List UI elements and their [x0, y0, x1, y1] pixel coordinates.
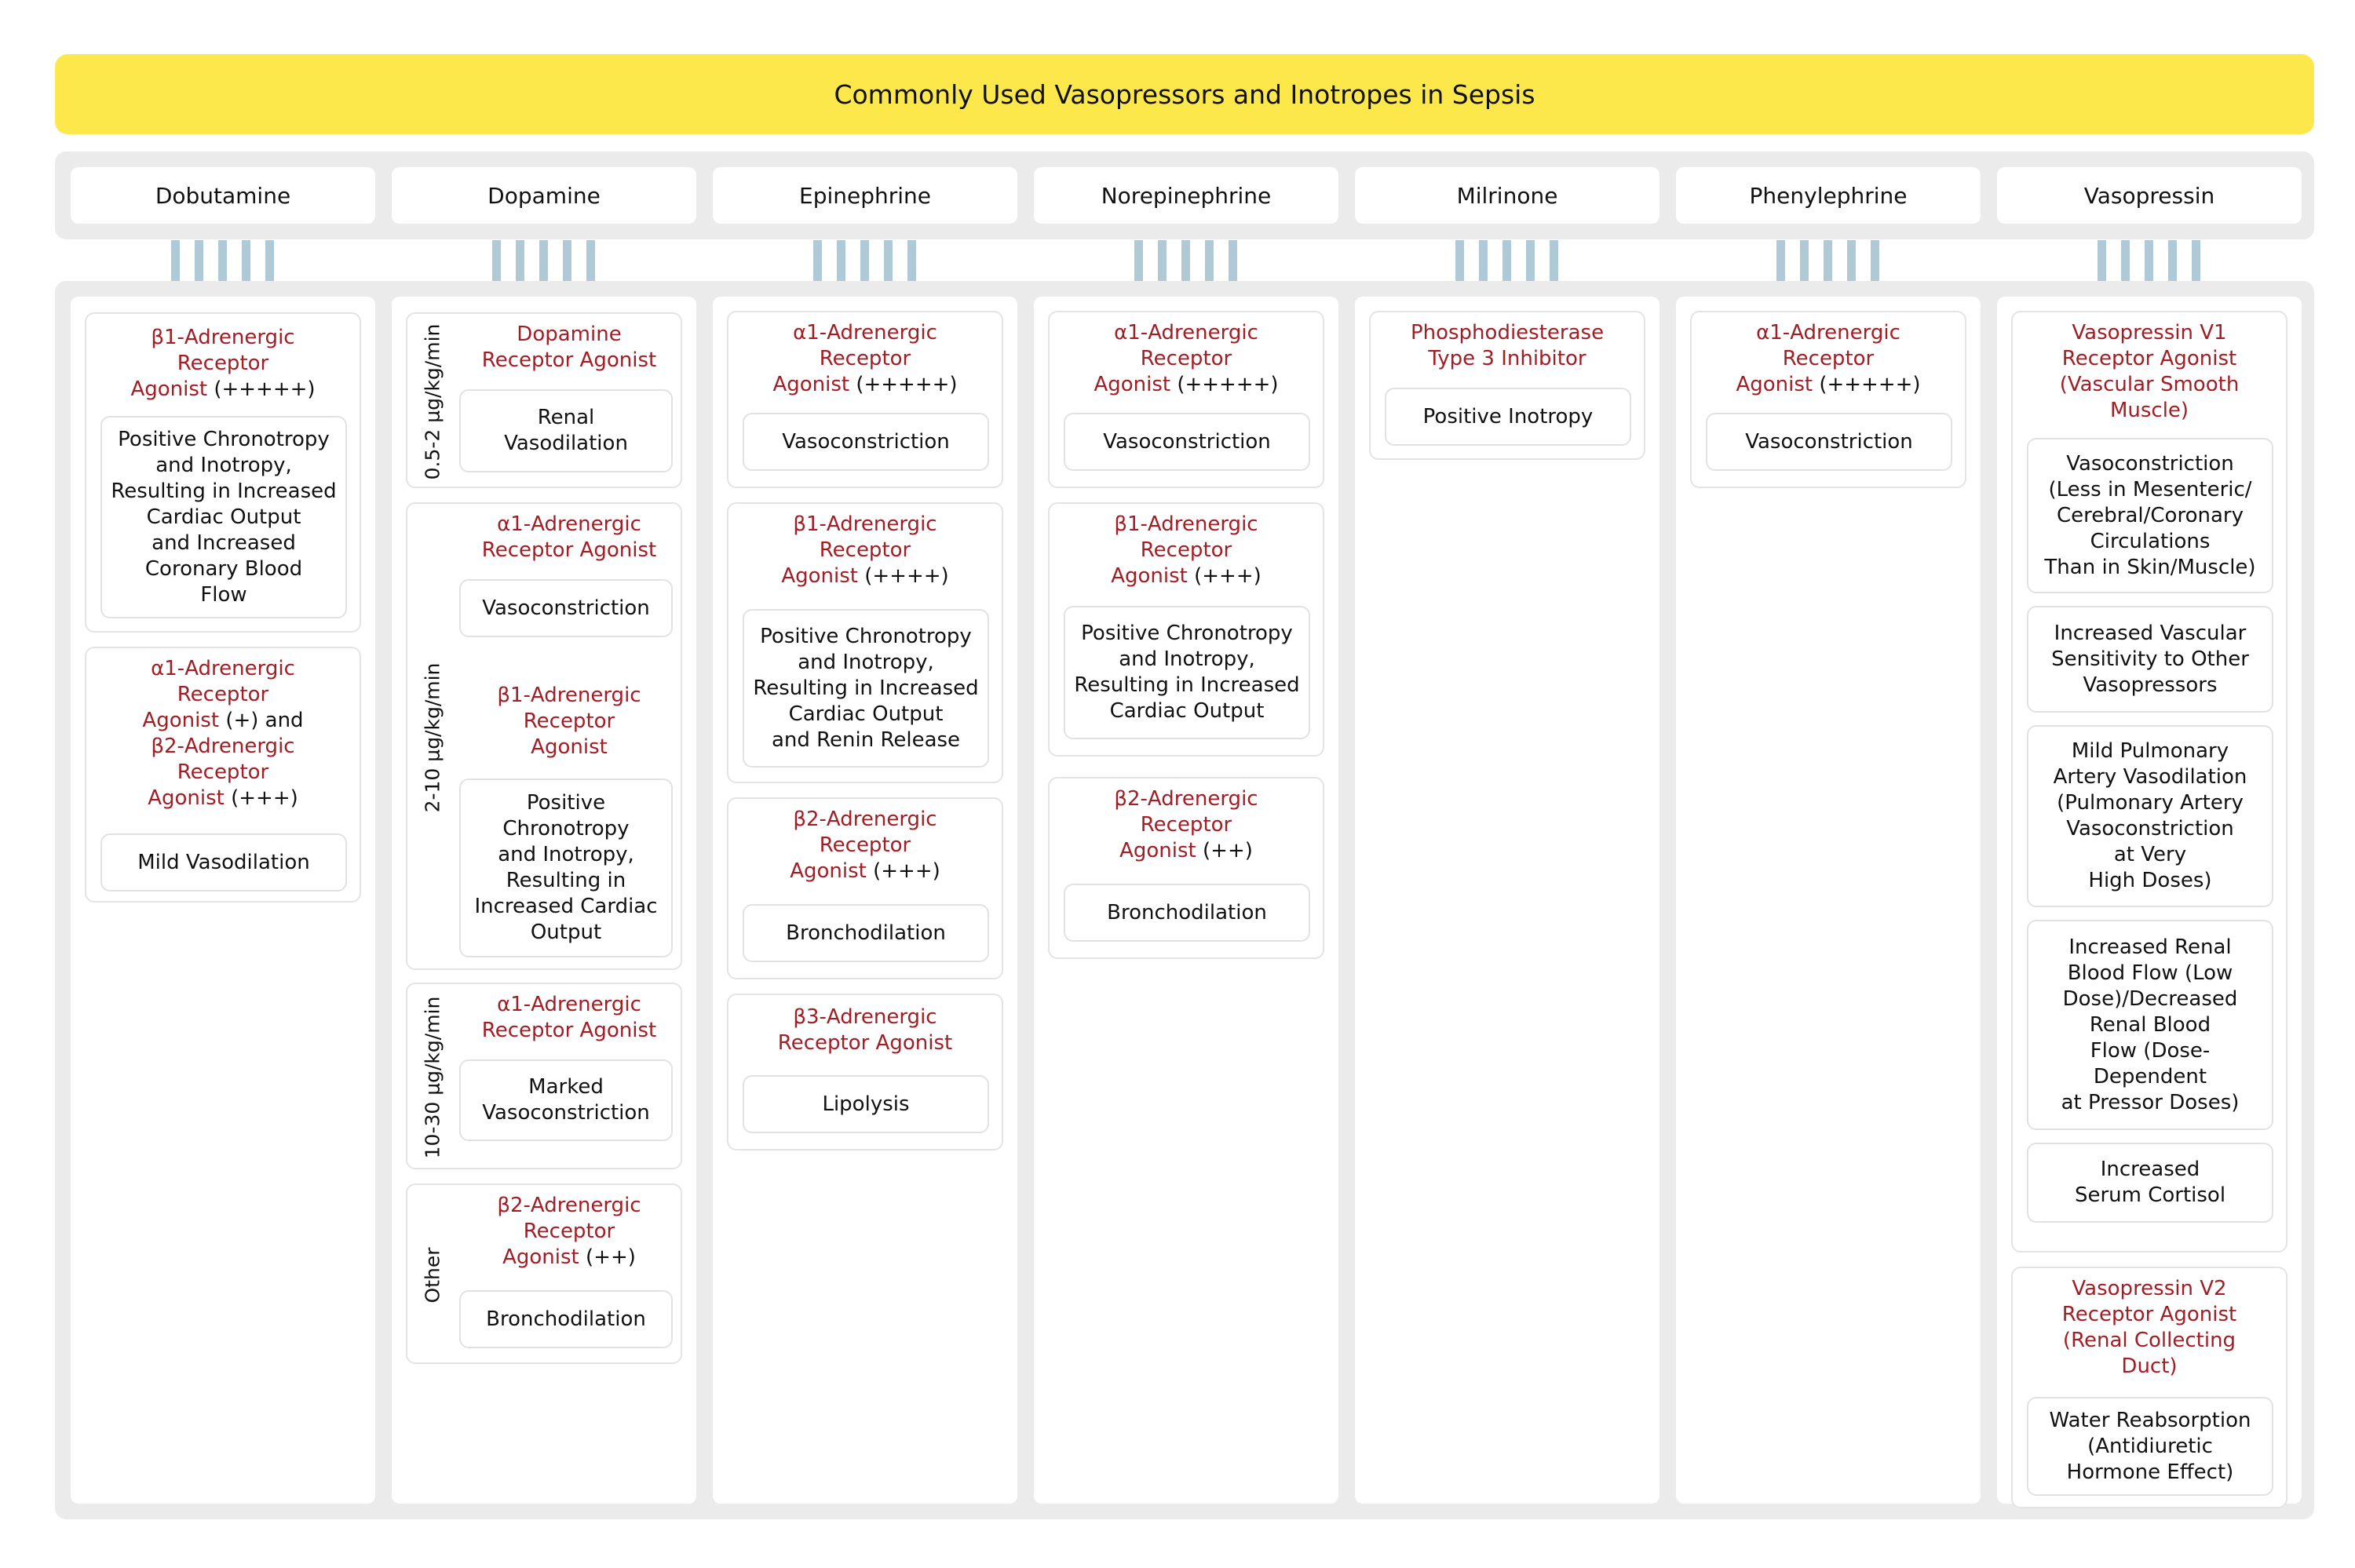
- drug-header-norepinephrine: Norepinephrine: [1034, 167, 1338, 224]
- connector-stripe: [1502, 240, 1511, 281]
- column-vasopressin: [1997, 297, 2302, 1504]
- effect-box: Vasoconstriction: [1064, 413, 1310, 471]
- receptor-label: β2-Adrenergic Receptor Agonist (++): [497, 1194, 641, 1269]
- receptor-label: Vasopressin V1 Receptor Agonist (Vascular Smooth Muscle): [2059, 321, 2240, 422]
- receptor-label: β2-Adrenergic Receptor Agonist (+++): [790, 808, 940, 883]
- effect-box: Positive Chronotropy and Inotropy, Resulting in Increased Cardiac Output: [459, 779, 673, 957]
- receptor-label: α1-Adrenergic Receptor Agonist (+) and β2-Adrenergic Receptor Agonist (+++): [142, 657, 304, 810]
- receptor-group: [2011, 311, 2287, 1253]
- receptor-label: α1-Adrenergic Receptor Agonist: [481, 993, 657, 1042]
- effect-box: Mild Vasodilation: [100, 833, 347, 892]
- connector-phenylephrine: [1776, 240, 1880, 281]
- dose-label: Other: [421, 1247, 444, 1304]
- effect-box: Bronchodilation: [743, 904, 989, 962]
- receptor-label: α1-Adrenergic Receptor Agonist (+++++): [1094, 321, 1279, 396]
- receptor-group: [1048, 777, 1324, 959]
- connector-stripe: [2121, 240, 2130, 281]
- dose-label: 0.5-2 μg/kg/min: [421, 323, 444, 480]
- receptor-label: α1-Adrenergic Receptor Agonist (+++++): [772, 321, 958, 396]
- connector-stripe: [492, 240, 501, 281]
- column-milrinone: [1355, 297, 1659, 1504]
- connector-stripe: [265, 240, 274, 281]
- dose-label: 10-30 μg/kg/min: [421, 996, 444, 1159]
- connector-stripe: [586, 240, 595, 281]
- connector-stripe: [1158, 240, 1167, 281]
- connector-epinephrine: [813, 240, 917, 281]
- connector-stripe: [1526, 240, 1535, 281]
- receptor-label: β1-Adrenergic Receptor Agonist (++++): [781, 512, 949, 588]
- connector-stripe: [1181, 240, 1190, 281]
- connector-stripe: [1479, 240, 1488, 281]
- receptor-label: β1-Adrenergic Receptor Agonist (+++): [1111, 512, 1261, 588]
- connector-dopamine: [492, 240, 596, 281]
- connector-stripe: [195, 240, 203, 281]
- connector-stripe: [813, 240, 822, 281]
- effect-box: Bronchodilation: [1064, 884, 1310, 942]
- connector-stripe: [1229, 240, 1237, 281]
- receptor-group: [1048, 311, 1324, 488]
- connector-stripe: [1134, 240, 1143, 281]
- effect-box: Positive Chronotropy and Inotropy, Resulting in Increased Cardiac Output and Renin Release: [743, 609, 989, 768]
- drug-header-milrinone: Milrinone: [1355, 167, 1659, 224]
- connector-stripe: [860, 240, 869, 281]
- receptor-label: β1-Adrenergic Receptor Agonist: [497, 684, 641, 759]
- receptor-label: Vasopressin V2 Receptor Agonist (Renal Collecting Duct): [2061, 1277, 2237, 1378]
- diagram-title: Commonly Used Vasopressors and Inotropes in Sepsis: [55, 54, 2314, 134]
- effect-box: Renal Vasodilation: [459, 389, 673, 472]
- receptor-label: Phosphodiesterase Type 3 Inhibitor: [1410, 321, 1605, 370]
- connector-stripe: [563, 240, 571, 281]
- connector-stripe: [884, 240, 893, 281]
- effect-box: Positive Chronotropy and Inotropy, Resulting in Increased Cardiac Output: [1064, 606, 1310, 739]
- effect-box: Vasoconstriction (Less in Mesenteric/ Cerebral/Coronary Circulations Than in Skin/Muscle): [2027, 438, 2273, 593]
- drug-header-dobutamine: Dobutamine: [71, 167, 375, 224]
- receptor-group: [727, 502, 1003, 783]
- receptor-group: [1690, 311, 1966, 488]
- drug-header-vasopressin: Vasopressin: [1997, 167, 2302, 224]
- receptor-group: [85, 312, 361, 633]
- receptor-group: [727, 797, 1003, 979]
- connector-stripe: [1800, 240, 1809, 281]
- connector-stripe: [218, 240, 227, 281]
- receptor-label: α1-Adrenergic Receptor Agonist (+++++): [1736, 321, 1921, 396]
- connector-stripe: [837, 240, 845, 281]
- connector-stripe: [1455, 240, 1464, 281]
- connector-stripe: [1847, 240, 1856, 281]
- receptor-group: [727, 994, 1003, 1150]
- effect-box: Marked Vasoconstriction: [459, 1059, 673, 1141]
- connector-stripe: [907, 240, 916, 281]
- dose-group: [406, 983, 682, 1169]
- connector-stripe: [1871, 240, 1879, 281]
- receptor-label: β3-Adrenergic Receptor Agonist: [777, 1005, 953, 1055]
- connector-stripe: [171, 240, 180, 281]
- connector-stripe: [1824, 240, 1832, 281]
- connector-stripe: [2098, 240, 2106, 281]
- dose-group: [406, 312, 682, 488]
- effect-box: Positive Inotropy: [1385, 388, 1631, 446]
- column-phenylephrine: [1676, 297, 1981, 1504]
- connector-stripe: [1550, 240, 1558, 281]
- connector-stripe: [539, 240, 548, 281]
- receptor-group: [727, 311, 1003, 488]
- connector-dobutamine: [171, 240, 275, 281]
- connector-milrinone: [1455, 240, 1559, 281]
- drug-header-phenylephrine: Phenylephrine: [1676, 167, 1981, 224]
- effect-box: Water Reabsorption (Antidiuretic Hormone Effect): [2027, 1397, 2273, 1496]
- dose-group: [406, 502, 682, 970]
- effect-box: Increased Vascular Sensitivity to Other Vasopressors: [2027, 606, 2273, 713]
- column-dobutamine: [71, 297, 375, 1504]
- drug-header-dopamine: Dopamine: [392, 167, 696, 224]
- column-epinephrine: [713, 297, 1017, 1504]
- dose-label: 2-10 μg/kg/min: [421, 662, 444, 813]
- effect-box: Vasoconstriction: [459, 579, 673, 637]
- connector-vasopressin: [2098, 240, 2201, 281]
- column-norepinephrine: [1034, 297, 1338, 1504]
- effect-box: Mild Pulmonary Artery Vasodilation (Pulmonary Artery Vasoconstriction at Very High Doses): [2027, 725, 2273, 907]
- receptor-group: [85, 647, 361, 903]
- effect-box: Bronchodilation: [459, 1290, 673, 1348]
- effect-box: Vasoconstriction: [1706, 413, 1952, 471]
- connector-norepinephrine: [1134, 240, 1238, 281]
- column-dopamine: [392, 297, 696, 1504]
- receptor-label: β1-Adrenergic Receptor Agonist (+++++): [130, 326, 316, 401]
- effect-box: Lipolysis: [743, 1075, 989, 1133]
- connector-stripe: [242, 240, 250, 281]
- receptor-group: [2011, 1267, 2287, 1508]
- effect-box: Increased Serum Cortisol: [2027, 1143, 2273, 1223]
- receptor-label: α1-Adrenergic Receptor Agonist: [481, 512, 657, 562]
- connector-stripe: [2145, 240, 2153, 281]
- connector-stripe: [516, 240, 524, 281]
- effect-box: Vasoconstriction: [743, 413, 989, 471]
- connector-stripe: [1205, 240, 1214, 281]
- receptor-label: β2-Adrenergic Receptor Agonist (++): [1114, 787, 1258, 862]
- receptor-label: Dopamine Receptor Agonist: [481, 323, 657, 372]
- effect-box: Positive Chronotropy and Inotropy, Resulting in Increased Cardiac Output and Increased Coronary Blood Flow: [100, 416, 347, 618]
- connector-stripe: [2168, 240, 2177, 281]
- connector-stripe: [1776, 240, 1785, 281]
- connector-stripe: [2192, 240, 2200, 281]
- dose-group: [406, 1183, 682, 1364]
- effect-box: Increased Renal Blood Flow (Low Dose)/Decreased Renal Blood Flow (Dose- Dependent at Pressor Doses): [2027, 920, 2273, 1130]
- drug-header-epinephrine: Epinephrine: [713, 167, 1017, 224]
- receptor-group: [1048, 502, 1324, 757]
- receptor-group: [1369, 311, 1645, 460]
